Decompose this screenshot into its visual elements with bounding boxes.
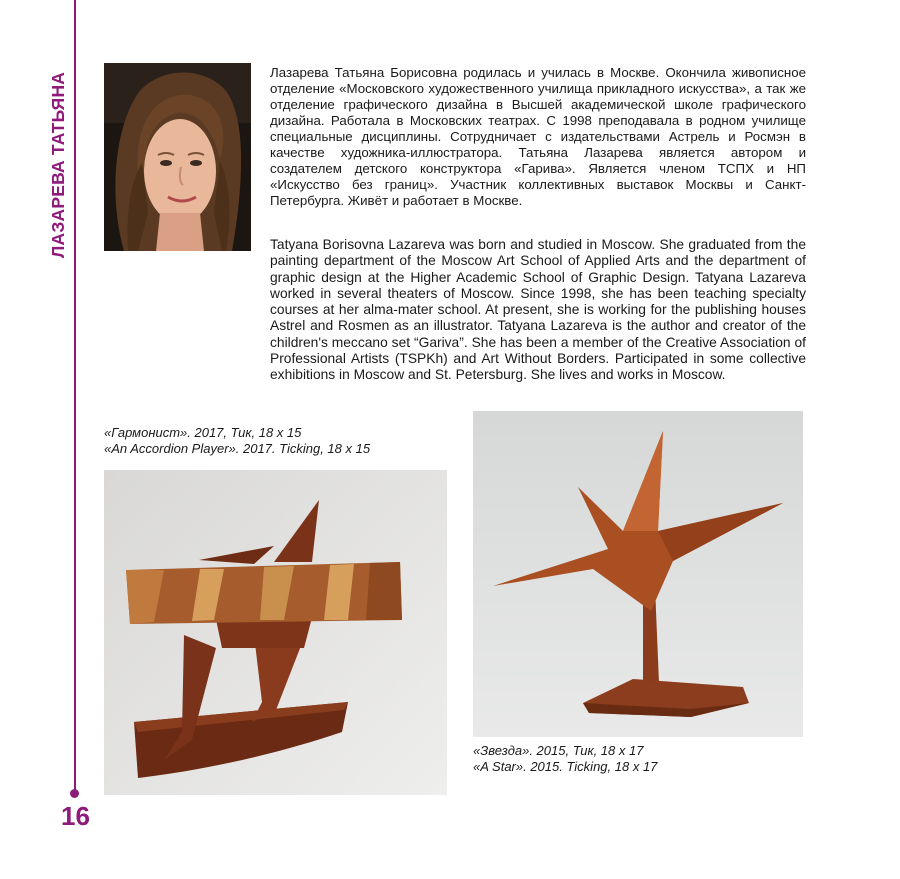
sidebar-rule-dot <box>70 789 79 798</box>
artwork-caption-accordion-player <box>104 425 370 457</box>
artwork-photo-accordion-player <box>104 470 447 795</box>
artist-name-vertical: ЛАЗАРЕВА ТАТЬЯНА <box>48 71 68 258</box>
caption-en: «An Accordion Player». 2017. Ticking, 18 x 15 <box>104 441 371 456</box>
page-number: 16 <box>61 801 90 831</box>
caption-ru: «Гармонист». 2017, Тик, 18 х 15 <box>104 425 302 440</box>
biography-english: Tatyana Borisovna Lazareva was born and studied in Moscow. She graduated from the painting department of the Moscow Art School of Applied Arts and the department of graphic design at the Higher Academic School of Graphic Design. Tatyana Lazareva worked in several theaters of Moscow. Since 1998, she has been teaching specialty courses at her alma-mater school. At present, she is working for the publishing houses Astrel and Rosmen as an illustrator. Tatyana Lazareva is the author and creator of the children's meccano set “Gariva”. She has been a member of the Creative Association of Professional Artists (TSPKh) and Art Without Borders. Participated in some collective exhibitions in Moscow and St. Petersburg. She lives and works in Moscow. <box>270 237 806 383</box>
artwork-photo-star <box>473 411 803 737</box>
sidebar-rule <box>74 0 76 793</box>
artwork-caption-star <box>473 743 657 775</box>
caption-ru: «Звезда». 2015, Тик, 18 х 17 <box>473 743 644 758</box>
artist-portrait <box>104 63 251 251</box>
caption-en: «A Star». 2015. Ticking, 18 x 17 <box>473 759 658 774</box>
biography-russian: Лазарева Татьяна Борисовна родилась и училась в Москве. Окончила живописное отделение «Московского художественного училища прикладного искусства», а так же отделение графического дизайна в Высшей академической школе графического дизайна. Работала в Московских театрах. С 1998 преподавала в родном училище специальные дисциплины. Сотрудничает с издательствами Астрель и Росмэн в качестве художника-иллюстратора. Татьяна Лазарева является автором и создателем детского конструктора «Гарива». Является членом ТСПХ и НП «Искусство без границ». Участник коллективных выставок Москвы и Санкт-Петербурга. Живёт и работает в Москве. <box>270 65 806 209</box>
